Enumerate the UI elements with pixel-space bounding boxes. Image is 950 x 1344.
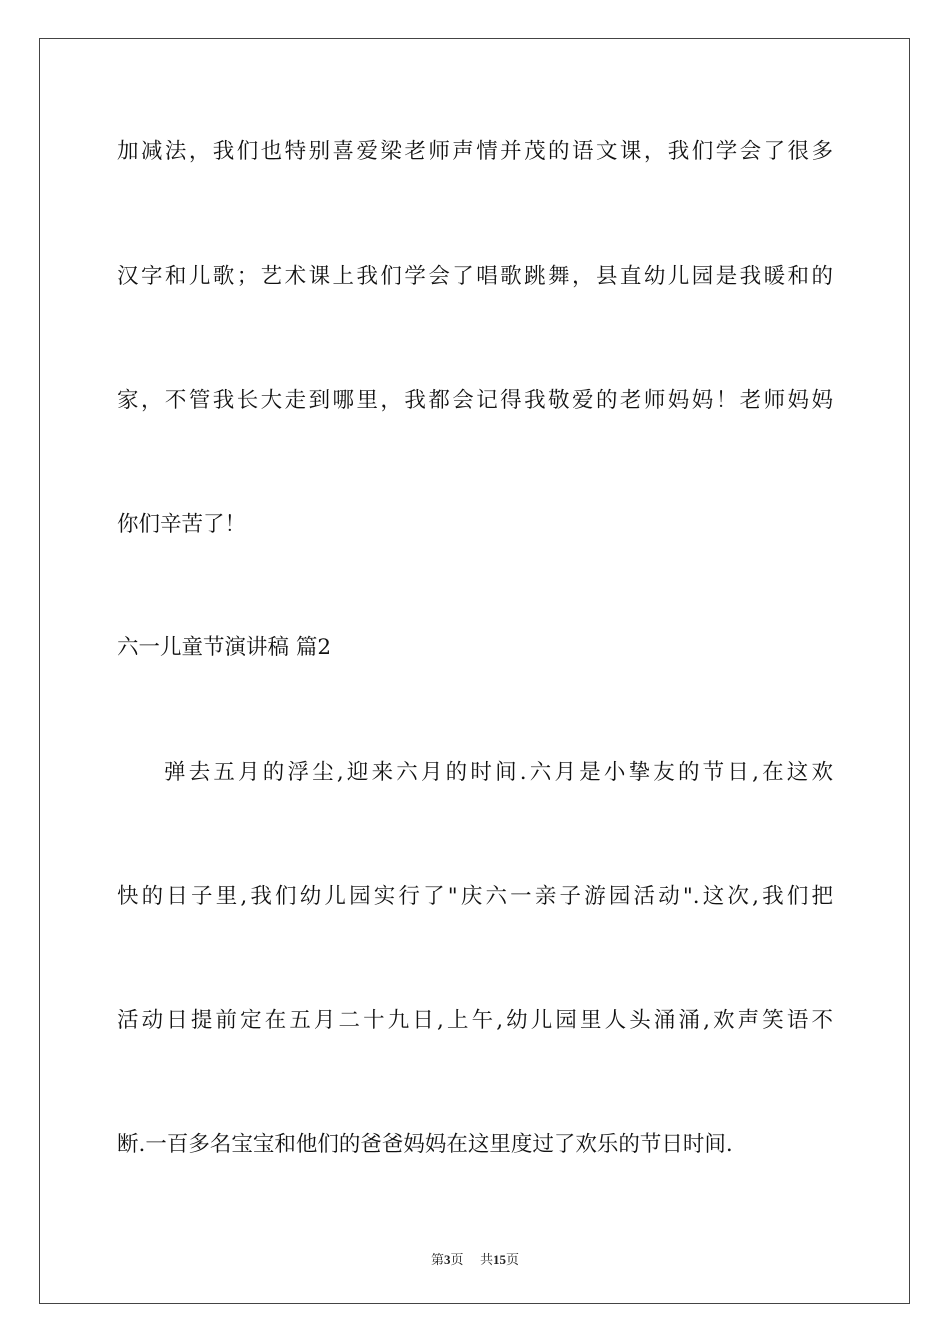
body-line-5: 弹去五月的浮尘,迎来六月的时间.六月是小挚友的节日,在这欢 bbox=[164, 760, 833, 785]
section-heading: 六一儿童节演讲稿 篇2 bbox=[117, 635, 332, 660]
body-line-2: 汉字和儿歌；艺术课上我们学会了唱歌跳舞，县直幼儿园是我暖和的 bbox=[117, 264, 833, 289]
page-border bbox=[39, 38, 910, 1304]
footer-page-prefix: 第 bbox=[430, 1253, 444, 1268]
body-line-1: 加减法，我们也特别喜爱梁老师声情并茂的语文课，我们学会了很多 bbox=[117, 139, 833, 164]
footer-total-suffix: 页 bbox=[506, 1253, 520, 1268]
footer-page-suffix: 页 bbox=[450, 1253, 464, 1268]
body-line-3: 家，不管我长大走到哪里，我都会记得我敬爱的老师妈妈！老师妈妈 bbox=[117, 388, 833, 413]
page-footer bbox=[0, 1249, 950, 1268]
footer-total-prefix: 共 bbox=[480, 1253, 494, 1268]
body-line-8: 断.一百多名宝宝和他们的爸爸妈妈在这里度过了欢乐的节日时间. bbox=[117, 1132, 733, 1157]
body-line-4: 你们辛苦了！ bbox=[117, 512, 247, 537]
body-line-6: 快的日子里,我们幼儿园实行了"庆六一亲子游园活动".这次,我们把 bbox=[117, 884, 833, 909]
body-line-7: 活动日提前定在五月二十九日,上午,幼儿园里人头涌涌,欢声笑语不 bbox=[117, 1008, 833, 1033]
footer-page-number: 3 bbox=[443, 1252, 451, 1267]
footer-total-number: 15 bbox=[493, 1252, 507, 1267]
